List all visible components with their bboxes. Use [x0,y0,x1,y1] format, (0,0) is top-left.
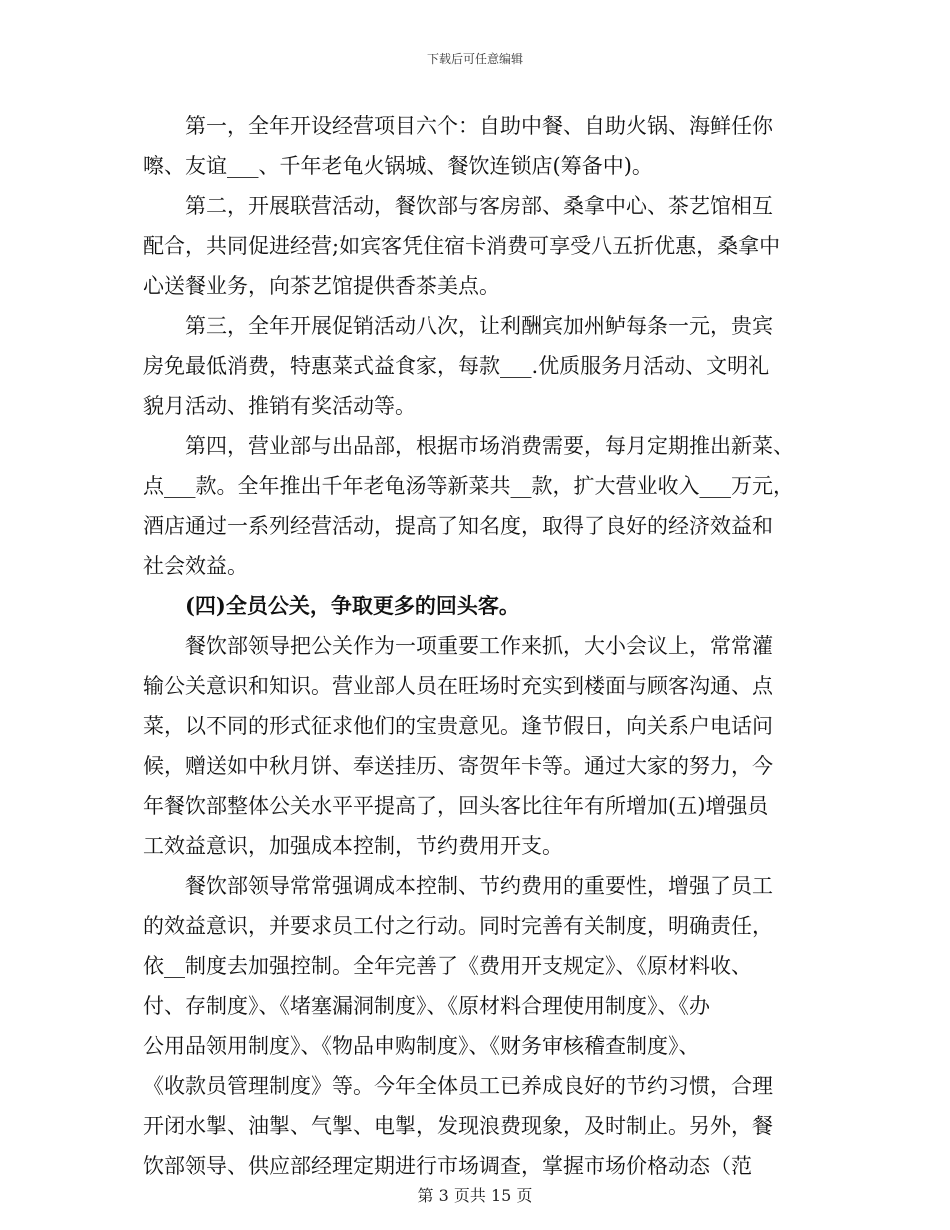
text-line: 第一，全年开设经营项目六个：自助中餐、自助火锅、海鲜任你 [185,114,773,138]
text-line: 嚓、友谊___、千年老龟火锅城、餐饮连锁店(筹备中)。 [143,154,653,178]
text-line: 第二，开展联营活动，餐饮部与客房部、桑拿中心、茶艺馆相互 [185,194,773,218]
text-line: 公用品领用制度》、《物品申购制度》、《财务审核稽查制度》、 [143,1034,700,1058]
text-line: 社会效益。 [143,554,248,578]
text-line: 付、存制度》、《堵塞漏洞制度》、《原材料合理使用制度》、《办 [143,994,710,1018]
text-line: 依__制度去加强控制。全年完善了《费用开支规定》、《原材料收、 [143,954,752,978]
text-line: 年餐饮部整体公关水平平提高了，回头客比往年有所增加(五)增强员 [143,794,769,818]
text-line: 餐饮部领导常常强调成本控制、节约费用的重要性，增强了员工 [185,874,773,898]
text-line: 餐饮部领导把公关作为一项重要工作来抓，大小会议上，常常灌 [185,634,773,658]
text-line: 输公关意识和知识。营业部人员在旺场时充实到楼面与顾客沟通、点 [143,674,773,698]
page-footer: 第 3 页共 15 页 [417,1186,533,1205]
text-line: 开闭水掣、油掣、气掣、电掣，发现浪费现象，及时制止。另外，餐 [143,1114,773,1138]
text-line: 第四，营业部与出品部，根据市场消费需要，每月定期推出新菜、 [185,434,794,458]
text-line: 的效益意识，并要求员工付之行动。同时完善有关制度，明确责任， [143,914,773,938]
text-line: 饮部领导、供应部经理定期进行市场调查，掌握市场价格动态（范 [143,1154,752,1178]
document-body [143,106,813,1186]
text-line: 工效益意识，加强成本控制，节约费用开支。 [143,834,563,858]
text-line: 候，赠送如中秋月饼、奉送挂历、寄贺年卡等。通过大家的努力，今 [143,754,773,778]
text-line: 点___款。全年推出千年老龟汤等新菜共__款，扩大营业收入___万元， [143,474,794,498]
text-line: 房免最低消费，特惠菜式益食家，每款___.优质服务月活动、文明礼 [143,354,770,378]
text-line: 貌月活动、推销有奖活动等。 [143,394,416,418]
text-line: 心送餐业务，向茶艺馆提供香茶美点。 [143,274,500,298]
text-line: 菜，以不同的形式征求他们的宝贵意见。逢节假日，向关系户电话问 [143,714,773,738]
text-line: 配合，共同促进经营;如宾客凭住宿卡消费可享受八五折优惠，桑拿中 [143,234,781,258]
text-line: 《收款员管理制度》等。今年全体员工已养成良好的节约习惯，合理 [143,1074,773,1098]
section-heading: (四)全员公关，争取更多的回头客。 [185,593,520,618]
text-line: 第三，全年开展促销活动八次，让利酬宾加州鲈每条一元，贵宾 [185,314,773,338]
text-line: 酒店通过一系列经营活动，提高了知名度，取得了良好的经济效益和 [143,514,773,538]
page-header: 下载后可任意编辑 [426,52,523,66]
